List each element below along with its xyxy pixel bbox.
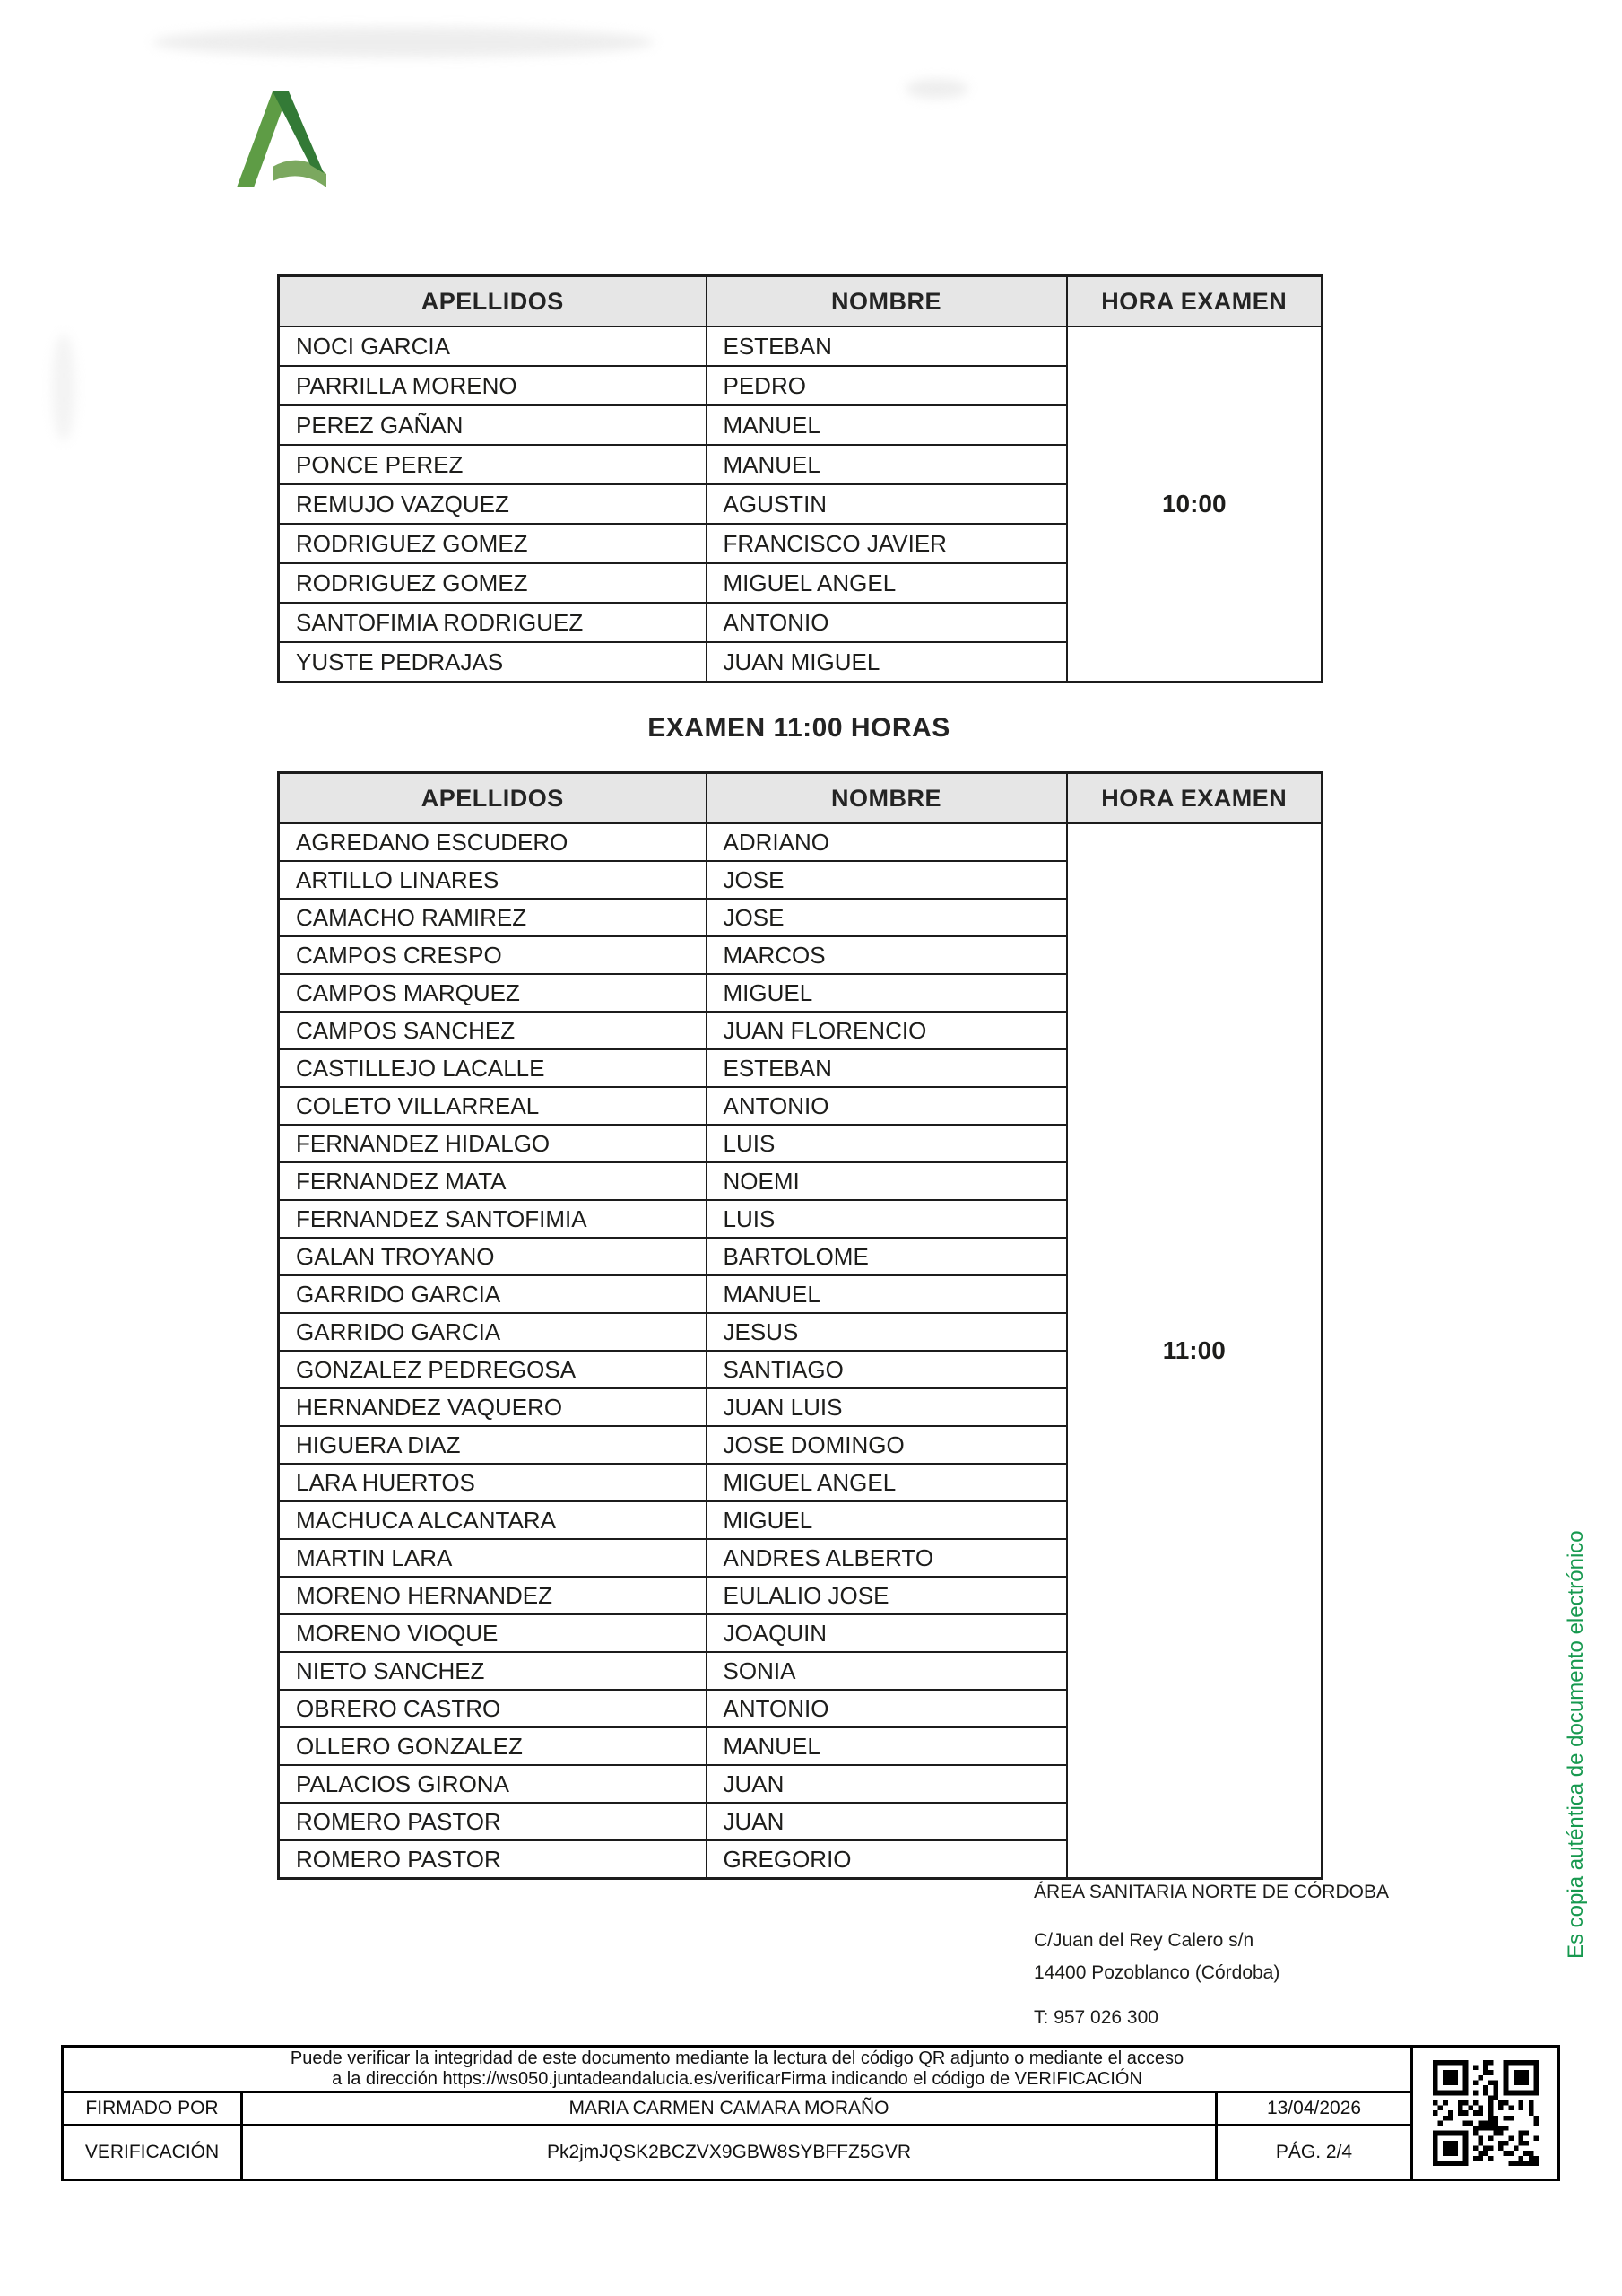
nombre-cell: JOSE [707, 899, 1067, 936]
nombre-cell: LUIS [707, 1125, 1067, 1162]
scan-artifact [152, 27, 655, 57]
apellidos-cell: LARA HUERTOS [279, 1464, 707, 1501]
nombre-cell: MARCOS [707, 936, 1067, 974]
verificacion-code: Pk2jmJQSK2BCZVX9GBW8SYBFFZ5GVR [242, 2126, 1217, 2180]
nombre-cell: EULALIO JOSE [707, 1577, 1067, 1614]
scan-artifact [52, 334, 75, 441]
apellidos-cell: YUSTE PEDRAJAS [279, 642, 707, 683]
nombre-cell: MIGUEL [707, 1501, 1067, 1539]
firmado-row [63, 2092, 1412, 2126]
nombre-cell: FRANCISCO JAVIER [707, 524, 1067, 563]
apellidos-cell: PONCE PEREZ [279, 445, 707, 484]
qr-code-box [1410, 2045, 1560, 2181]
nombre-cell: JUAN [707, 1765, 1067, 1803]
nombre-cell: PEDRO [707, 366, 1067, 405]
nombre-cell: SONIA [707, 1652, 1067, 1690]
nombre-cell: MANUEL [707, 445, 1067, 484]
header-row [279, 276, 1323, 327]
nombre-cell: ADRIANO [707, 823, 1067, 861]
apellidos-cell: CAMPOS MARQUEZ [279, 974, 707, 1012]
column-header-hora-examen: HORA EXAMEN [1067, 276, 1323, 327]
verificacion-label: VERIFICACIÓN [63, 2126, 242, 2180]
nombre-cell: ANDRES ALBERTO [707, 1539, 1067, 1577]
apellidos-cell: ROMERO PASTOR [279, 1803, 707, 1840]
hora-examen-cell: 11:00 [1067, 823, 1323, 1879]
column-header-hora-examen: HORA EXAMEN [1067, 773, 1323, 824]
column-header-nombre: NOMBRE [707, 276, 1067, 327]
verificacion-row [63, 2126, 1412, 2180]
apellidos-cell: CAMACHO RAMIREZ [279, 899, 707, 936]
qr-code-icon [1433, 2060, 1539, 2166]
nombre-cell: MIGUEL [707, 974, 1067, 1012]
apellidos-cell: SANTOFIMIA RODRIGUEZ [279, 603, 707, 642]
firmado-value: MARIA CARMEN CAMARA MORAÑO [242, 2092, 1217, 2126]
apellidos-cell: PALACIOS GIRONA [279, 1765, 707, 1803]
nombre-cell: JUAN LUIS [707, 1388, 1067, 1426]
nombre-cell: JUAN [707, 1803, 1067, 1840]
nombre-cell: JOAQUIN [707, 1614, 1067, 1652]
nombre-cell: BARTOLOME [707, 1238, 1067, 1275]
apellidos-cell: RODRIGUEZ GOMEZ [279, 524, 707, 563]
nombre-cell: MIGUEL ANGEL [707, 1464, 1067, 1501]
nombre-cell: ESTEBAN [707, 326, 1067, 366]
verification-notice-line2: a la dirección https://ws050.juntadeandalucia.es/verificarFirma indicando el código de VERIFICACIÓN [332, 2069, 1142, 2089]
verification-notice [63, 2047, 1412, 2092]
apellidos-cell: ROMERO PASTOR [279, 1840, 707, 1879]
nombre-cell: JUAN MIGUEL [707, 642, 1067, 683]
nombre-cell: JUAN FLORENCIO [707, 1012, 1067, 1049]
column-header-apellidos: APELLIDOS [279, 276, 707, 327]
apellidos-cell: CAMPOS CRESPO [279, 936, 707, 974]
nombre-cell: ANTONIO [707, 1087, 1067, 1125]
nombre-cell: JESUS [707, 1313, 1067, 1351]
apellidos-cell: GONZALEZ PEDREGOSA [279, 1351, 707, 1388]
nombre-cell: ANTONIO [707, 603, 1067, 642]
authenticity-note: Es copia auténtica de documento electrónico [1564, 1530, 1588, 1959]
apellidos-cell: COLETO VILLARREAL [279, 1087, 707, 1125]
apellidos-cell: FERNANDEZ MATA [279, 1162, 707, 1200]
table-row [279, 326, 1323, 366]
organization-name: ÁREA SANITARIA NORTE DE CÓRDOBA [1034, 1882, 1389, 1902]
address-line-1: C/Juan del Rey Calero s/n [1034, 1930, 1254, 1951]
verification-notice-line1: Puede verificar la integridad de este documento mediante la lectura del código QR adjunto o mediante el acceso [290, 2048, 1184, 2068]
exam-11-heading: EXAMEN 11:00 HORAS [647, 713, 950, 743]
apellidos-cell: HERNANDEZ VAQUERO [279, 1388, 707, 1426]
apellidos-cell: PARRILLA MORENO [279, 366, 707, 405]
header-row [279, 773, 1323, 824]
apellidos-cell: CASTILLEJO LACALLE [279, 1049, 707, 1087]
exam-table-11 [277, 771, 1323, 1880]
nombre-cell: JOSE DOMINGO [707, 1426, 1067, 1464]
apellidos-cell: FERNANDEZ SANTOFIMIA [279, 1200, 707, 1238]
apellidos-cell: REMUJO VAZQUEZ [279, 484, 707, 524]
nombre-cell: NOEMI [707, 1162, 1067, 1200]
exam-table-10 [277, 274, 1323, 683]
apellidos-cell: HIGUERA DIAZ [279, 1426, 707, 1464]
nombre-cell: ESTEBAN [707, 1049, 1067, 1087]
apellidos-cell: PEREZ GAÑAN [279, 405, 707, 445]
verification-table [61, 2045, 1413, 2181]
apellidos-cell: ARTILLO LINARES [279, 861, 707, 899]
junta-de-andalucia-logo [230, 86, 328, 189]
apellidos-cell: NIETO SANCHEZ [279, 1652, 707, 1690]
verification-notice-row [63, 2047, 1412, 2092]
apellidos-cell: FERNANDEZ HIDALGO [279, 1125, 707, 1162]
firma-date: 13/04/2026 [1217, 2092, 1412, 2126]
firmado-label: FIRMADO POR [63, 2092, 242, 2126]
scan-artifact [906, 79, 968, 99]
apellidos-cell: GARRIDO GARCIA [279, 1313, 707, 1351]
apellidos-cell: OBRERO CASTRO [279, 1690, 707, 1727]
hora-examen-cell: 10:00 [1067, 326, 1323, 683]
apellidos-cell: GARRIDO GARCIA [279, 1275, 707, 1313]
nombre-cell: ANTONIO [707, 1690, 1067, 1727]
nombre-cell: AGUSTIN [707, 484, 1067, 524]
phone-number: T: 957 026 300 [1034, 2007, 1158, 2028]
nombre-cell: SANTIAGO [707, 1351, 1067, 1388]
apellidos-cell: MORENO VIOQUE [279, 1614, 707, 1652]
page-indicator: PÁG. 2/4 [1217, 2126, 1412, 2180]
apellidos-cell: OLLERO GONZALEZ [279, 1727, 707, 1765]
table-row [279, 823, 1323, 861]
nombre-cell: JOSE [707, 861, 1067, 899]
apellidos-cell: NOCI GARCIA [279, 326, 707, 366]
apellidos-cell: MARTIN LARA [279, 1539, 707, 1577]
column-header-nombre: NOMBRE [707, 773, 1067, 824]
apellidos-cell: AGREDANO ESCUDERO [279, 823, 707, 861]
address-line-2: 14400 Pozoblanco (Córdoba) [1034, 1962, 1280, 1983]
apellidos-cell: GALAN TROYANO [279, 1238, 707, 1275]
nombre-cell: MANUEL [707, 1275, 1067, 1313]
nombre-cell: GREGORIO [707, 1840, 1067, 1879]
apellidos-cell: CAMPOS SANCHEZ [279, 1012, 707, 1049]
apellidos-cell: MACHUCA ALCANTARA [279, 1501, 707, 1539]
apellidos-cell: RODRIGUEZ GOMEZ [279, 563, 707, 603]
verification-block [61, 2045, 1560, 2181]
logo-a-icon [230, 86, 328, 189]
nombre-cell: MIGUEL ANGEL [707, 563, 1067, 603]
apellidos-cell: MORENO HERNANDEZ [279, 1577, 707, 1614]
nombre-cell: MANUEL [707, 1727, 1067, 1765]
column-header-apellidos: APELLIDOS [279, 773, 707, 824]
nombre-cell: LUIS [707, 1200, 1067, 1238]
nombre-cell: MANUEL [707, 405, 1067, 445]
